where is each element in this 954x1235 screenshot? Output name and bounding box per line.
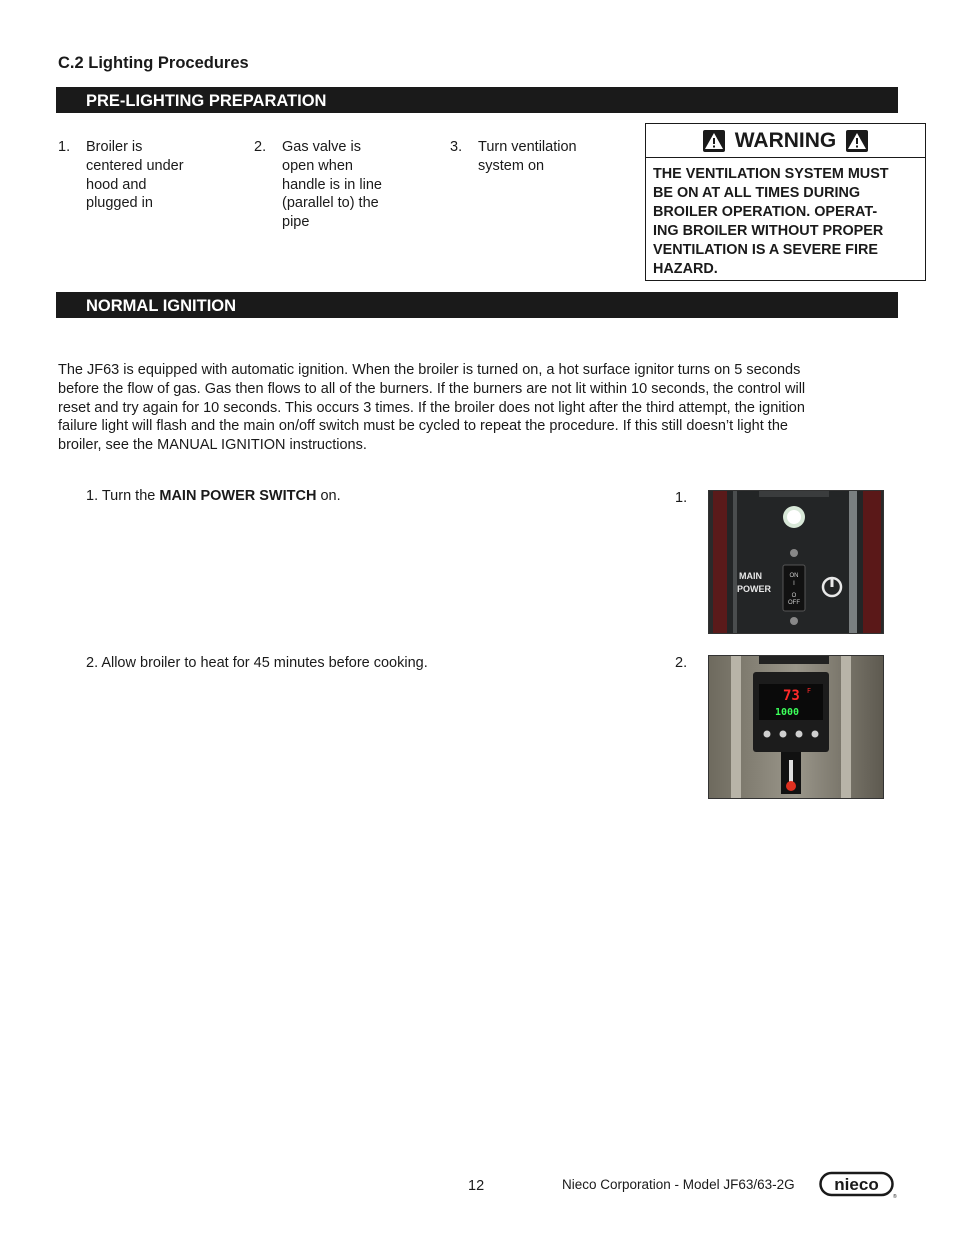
step-line: Gas valve is [282,139,361,155]
prelight-step-2 [254,138,434,238]
setpoint-readout: 1000 [775,707,800,718]
photo-2-label: 2. [675,655,688,671]
step-number: 3. [450,139,463,155]
warning-box [645,123,926,281]
instruction-suffix: on. [316,488,341,504]
temp-readout: 73 [783,688,800,704]
paragraph-line: The JF63 is equipped with automatic ignition. When the broiler is turned on, a hot surface ignitor turns on 5 seconds [58,362,801,378]
warning-title: WARNING [734,128,837,152]
step-line: pipe [282,214,310,231]
step-line: handle is in line [282,176,382,193]
instruction-2: 2. Allow broiler to heat for 45 minutes before cooking. [86,655,428,671]
step-line: (parallel to) the [282,195,379,212]
switch-off-mark: O [791,593,797,599]
temperature-controller-photo [708,655,884,799]
temperature-controller-image [709,656,883,798]
step-line: Turn ventilation [478,139,577,155]
warning-line: THE VENTILATION SYSTEM MUST [653,166,889,182]
switch-on-mark: I [793,581,795,587]
step-line: plugged in [86,195,153,212]
warning-text [646,158,925,278]
page-number: 12 [468,1178,485,1194]
svg-text:®: ® [893,1194,897,1200]
prelight-step-3 [450,138,630,198]
photo-1-label: 1. [675,490,688,506]
step-line: centered under [86,157,184,174]
normal-ignition-bar: NORMAL IGNITION [56,292,898,318]
step-line: Broiler is [86,139,143,155]
main-label: MAIN [739,571,762,581]
warning-line: ING BROILER WITHOUT PROPER [653,222,884,239]
paragraph-line: failure light will flash and the main on/off switch must be cycled to repeat the procedure. If this still doesn’t light the [58,418,788,435]
paragraph-line: broiler, see the MANUAL IGNITION instructions. [58,437,367,454]
warning-line: HAZARD. [653,260,718,277]
warning-line: BROILER OPERATION. OPERAT- [653,203,878,220]
warning-header [646,124,925,158]
warning-line: BE ON AT ALL TIMES DURING [653,184,861,201]
step-line: open when [282,157,353,174]
main-power-switch-image [709,491,883,633]
ignition-paragraph [58,361,898,455]
paragraph-line: reset and try again for 10 seconds. This occurs 3 times. If the broiler does not light after the third attempt, the ignition [58,399,805,416]
temp-unit: F [807,687,812,695]
switch-off-text: OFF [788,600,800,606]
pre-lighting-bar: PRE-LIGHTING PREPARATION [56,87,898,113]
instruction-bold: MAIN POWER SWITCH [159,488,317,504]
power-label: POWER [737,584,772,594]
instruction-1 [86,487,341,505]
warning-line: VENTILATION IS A SEVERE FIRE [653,241,878,258]
step-number: 1. [58,139,71,155]
nieco-logo [819,1170,897,1205]
nieco-logo-image [819,1170,897,1200]
warning-triangle-icon [846,130,868,152]
step-line: system on [478,157,545,174]
step-number: 2. [254,139,267,155]
section-title: C.2 Lighting Procedures [58,54,249,72]
warning-triangle-icon [703,130,725,152]
instruction-prefix: 1. Turn the [86,488,160,504]
main-power-switch-photo [708,490,884,634]
step-line: hood and [86,176,147,193]
logo-text: nieco [834,1175,879,1194]
footer-company: Nieco Corporation - Model JF63/63-2G [562,1177,795,1192]
paragraph-line: before the flow of gas. Gas then flows to all of the burners. If the burners are not lit within 10 seconds, the control will [58,380,806,397]
switch-on-text: ON [789,573,799,579]
prelight-step-1 [58,138,238,238]
